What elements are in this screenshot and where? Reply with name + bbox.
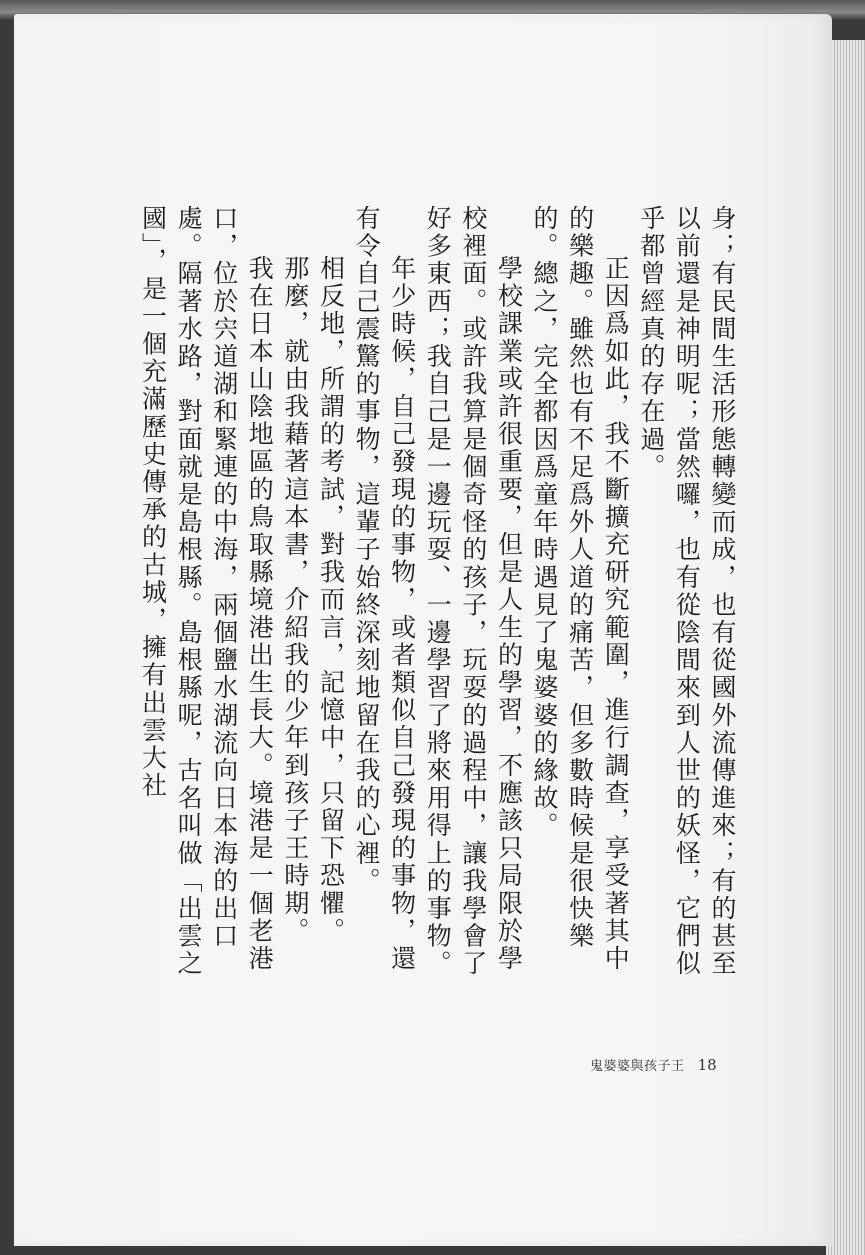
body-text	[88, 205, 740, 995]
paragraph: 相反地，所謂的考試，對我而言，記憶中，只留下恐懼。	[316, 255, 346, 945]
paragraph: 年少時候，自己發現的事物，或者類似自己發現的事物，還有令自己震驚的事物，這輩子始終深刻地留在我的心裡。	[352, 205, 417, 973]
paragraph-continued: 身；有民間生活形態轉變而成，也有從國外流傳進來；有的甚至以前還是神明呢；當然囉，也有從陰間來到人世的妖怪，它們似乎都曾經真的存在過。	[636, 205, 737, 978]
paragraph: 正因爲如此，我不斷擴充研究範圍，進行調查，享受著其中的樂趣。雖然也有不足爲外人道的痛苦，但多數時候是很快樂的。總之，完全都因爲童年時遇見了鬼婆婆的緣故。	[530, 205, 631, 973]
paragraph: 那麼，就由我藉著這本書，介紹我的少年到孩子王時期。	[280, 255, 310, 945]
page-number: 18	[697, 1056, 717, 1074]
page-footer	[590, 1055, 717, 1074]
paragraph: 我在日本山陰地區的鳥取縣境港出生長大。境港是一個老港口，位於宍道湖和緊連的中海，兩個鹽水湖流向日本海的出口處。隔著水路，對面就是島根縣。島根縣呢，古名叫做「出雲之國」，是一個充滿歷史傳承的古城，擁有出雲大社	[138, 205, 275, 978]
running-head: 鬼婆婆與孩子王	[590, 1059, 685, 1074]
paragraph: 學校課業或許很重要，但是人生的學習，不應該只局限於學校裡面。或許我算是個奇怪的孩子，玩耍的過程中，讓我學會了好多東西；我自己是一邊玩耍、一邊學習了將來用得上的事物。	[423, 205, 524, 978]
